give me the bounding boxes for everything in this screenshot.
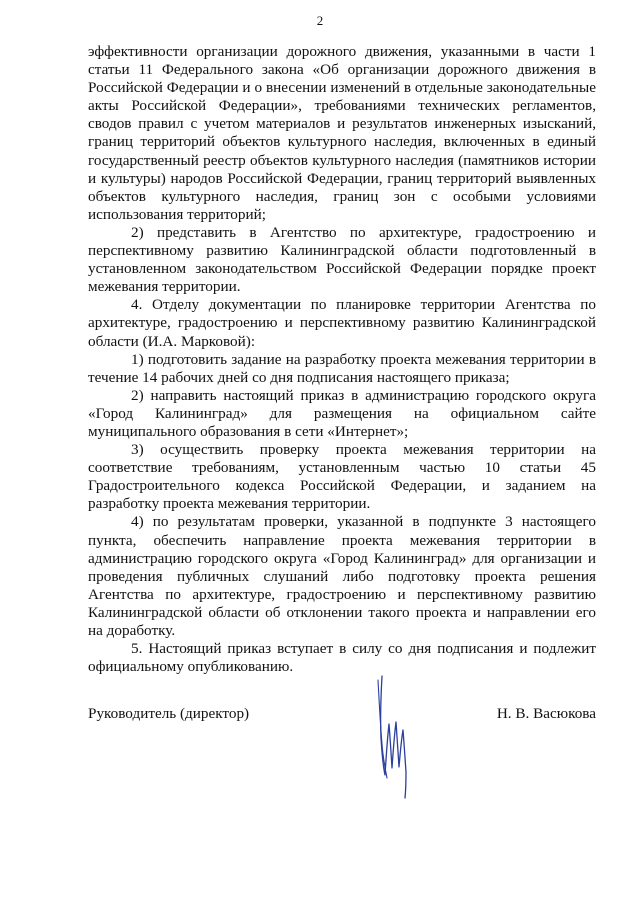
paragraph-item-2-submit: 2) представить в Агентство по архитектуре, градостроению и перспективному развитию Калининградской области подготовленный в установленном законодательством Российской Федерации порядке проект межевания территории. (88, 223, 596, 296)
paragraph-section-5: 5. Настоящий приказ вступает в силу со дня подписания и подлежит официальному опубликованию. (88, 640, 596, 676)
handwritten-signature (368, 672, 420, 802)
paragraph-item-4-results: 4) по результатам проверки, указанной в подпункте 3 настоящего пункта, обеспечить направление проекта межевания территории в администрацию городского округа «Город Калининград» для организации и проведения публичных слушаний либо подготовку проекта решения Агентства по архитектуре, градостроению и перспективному развитию Калининградской области об отклонении такого проекта и направлении его на доработку. (88, 513, 596, 639)
paragraph-section-4: 4. Отделу документации по планировке территории Агентства по архитектуре, градостроению и перспективному развитию Калининградской области (И.А. Марковой): (88, 296, 596, 350)
paragraph-item-3-check: 3) осуществить проверку проекта межевания территории на соответствие требованиям, установленным частью 10 статьи 45 Градостроительного кодекса Российской Федерации, и заданием на разработку проекта межевания территории. (88, 441, 596, 513)
signer-name: Н. В. Васюкова (496, 705, 596, 722)
signature-block (88, 705, 596, 725)
signature-stroke (381, 676, 406, 798)
document-body (88, 43, 596, 676)
page-number: 2 (316, 13, 324, 28)
paragraph-item-2-send-order: 2) направить настоящий приказ в администрацию городского округа «Город Калининград» для размещения на официальном сайте муниципального образования в сети «Интернет»; (88, 386, 596, 440)
paragraph-item-1-prepare-task: 1) подготовить задание на разработку проекта межевания территории в течение 14 рабочих дней со дня подписания настоящего приказа; (88, 350, 596, 386)
paragraph-continuation: эффективности организации дорожного движения, указанными в части 1 статьи 11 Федерального закона «Об организации дорожного движения в Российской Федерации и о внесении изменений в отдельные законодательные акты Российской Федерации», требованиями технических регламентов, сводов правил с учетом материалов и результатов инженерных изысканий, границ территорий объектов культурного наследия, включенных в единый государственный реестр объектов культурного наследия (памятников истории и культуры) народов Российской Федерации, границ территорий выявленных объектов культурного наследия, границ зон с особыми условиями использования территорий; (88, 43, 596, 223)
signer-position: Руководитель (директор) (88, 705, 250, 722)
